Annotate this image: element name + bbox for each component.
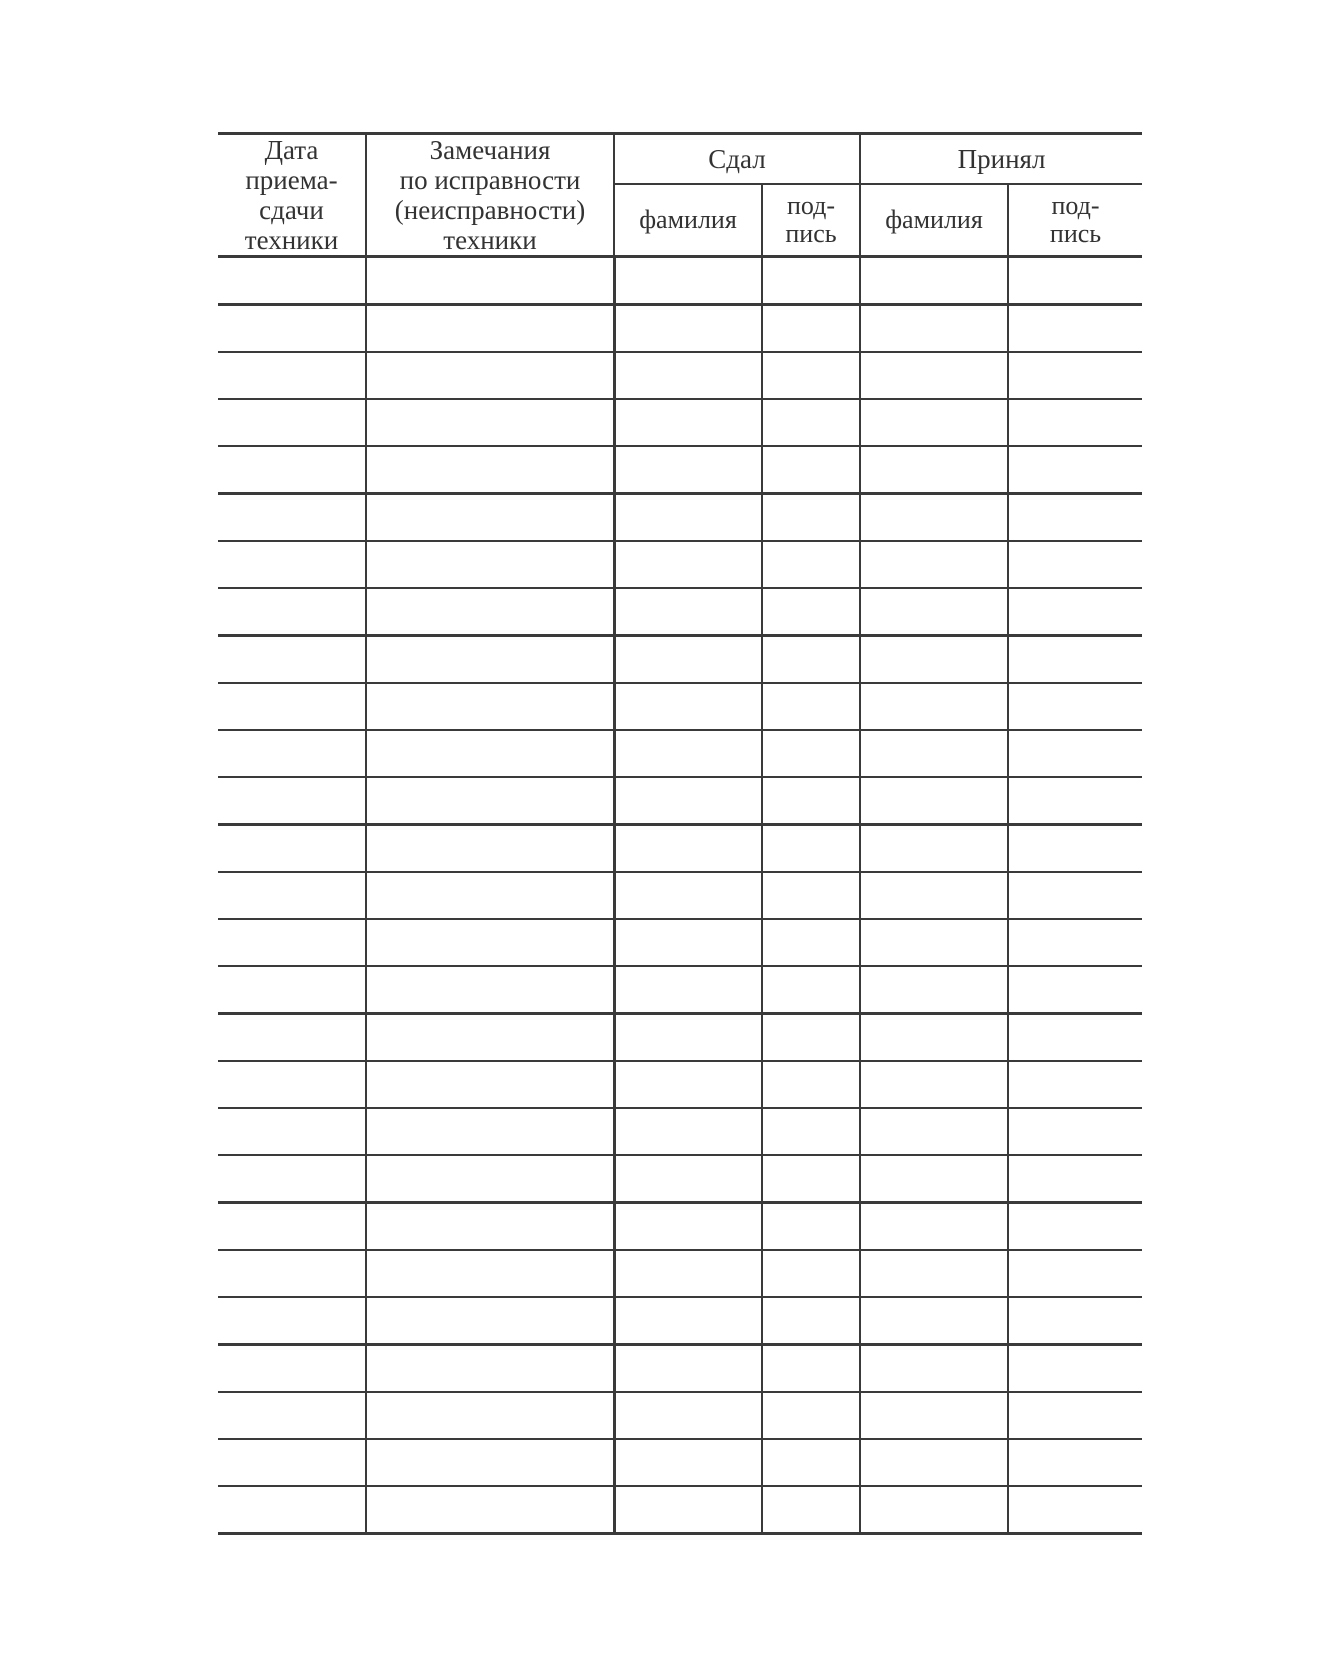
cell-handed-over-signature[interactable] (762, 966, 860, 1014)
cell-handed-over-signature[interactable] (762, 1486, 860, 1534)
cell-accepted-signature[interactable] (1008, 777, 1142, 825)
cell-accepted-signature[interactable] (1008, 446, 1142, 494)
cell-handed-over-signature[interactable] (762, 1108, 860, 1155)
cell-accepted-surname[interactable] (860, 541, 1008, 588)
cell-handed-over-surname[interactable] (614, 1345, 762, 1393)
cell-date[interactable] (218, 541, 366, 588)
table-row (218, 1155, 1142, 1203)
table-row (218, 494, 1142, 542)
cell-handed-over-signature[interactable] (762, 1014, 860, 1062)
cell-remarks[interactable] (366, 1392, 614, 1439)
cell-accepted-signature[interactable] (1008, 1439, 1142, 1486)
cell-accepted-signature[interactable] (1008, 872, 1142, 919)
cell-handed-over-surname[interactable] (614, 1155, 762, 1203)
cell-date[interactable] (218, 1392, 366, 1439)
cell-remarks[interactable] (366, 446, 614, 494)
cell-handed-over-signature[interactable] (762, 1439, 860, 1486)
cell-date[interactable] (218, 919, 366, 966)
table-row (218, 777, 1142, 825)
cell-date[interactable] (218, 1061, 366, 1108)
table-row (218, 1439, 1142, 1486)
cell-handed-over-surname[interactable] (614, 352, 762, 399)
cell-remarks[interactable] (366, 683, 614, 730)
table-row (218, 1014, 1142, 1062)
cell-date[interactable] (218, 1155, 366, 1203)
cell-accepted-signature[interactable] (1008, 730, 1142, 777)
cell-handed-over-signature[interactable] (762, 1345, 860, 1393)
cell-accepted-signature[interactable] (1008, 1392, 1142, 1439)
cell-accepted-surname[interactable] (860, 1345, 1008, 1393)
cell-date[interactable] (218, 494, 366, 542)
table-row (218, 588, 1142, 636)
cell-handed-over-surname[interactable] (614, 588, 762, 636)
cell-accepted-signature[interactable] (1008, 636, 1142, 684)
cell-remarks[interactable] (366, 399, 614, 446)
cell-remarks[interactable] (366, 1155, 614, 1203)
cell-accepted-signature[interactable] (1008, 683, 1142, 730)
cell-accepted-surname[interactable] (860, 1392, 1008, 1439)
cell-handed-over-surname[interactable] (614, 1108, 762, 1155)
cell-date[interactable] (218, 399, 366, 446)
table-row (218, 1486, 1142, 1534)
cell-accepted-signature[interactable] (1008, 919, 1142, 966)
cell-remarks[interactable] (366, 257, 614, 305)
cell-accepted-surname[interactable] (860, 352, 1008, 399)
header-remarks-line: (неисправности) (394, 195, 586, 225)
table-row (218, 1345, 1142, 1393)
cell-remarks[interactable] (366, 1345, 614, 1393)
header-accepted-surname: фамилия (860, 184, 1008, 257)
header-date-line: приема-сдачи (245, 165, 338, 225)
table-row (218, 257, 1142, 305)
cell-date[interactable] (218, 446, 366, 494)
cell-accepted-surname[interactable] (860, 1297, 1008, 1345)
cell-handed-over-signature[interactable] (762, 636, 860, 684)
cell-accepted-signature[interactable] (1008, 1203, 1142, 1251)
header-handed-over-surname: фамилия (614, 184, 762, 257)
cell-handed-over-signature[interactable] (762, 872, 860, 919)
cell-handed-over-surname[interactable] (614, 872, 762, 919)
cell-remarks[interactable] (366, 1203, 614, 1251)
cell-accepted-signature[interactable] (1008, 399, 1142, 446)
cell-date[interactable] (218, 730, 366, 777)
cell-accepted-surname[interactable] (860, 1108, 1008, 1155)
cell-handed-over-surname[interactable] (614, 683, 762, 730)
cell-handed-over-signature[interactable] (762, 352, 860, 399)
cell-accepted-signature[interactable] (1008, 1014, 1142, 1062)
header-accepted: Принял (860, 134, 1142, 184)
cell-accepted-surname[interactable] (860, 1203, 1008, 1251)
header-accepted-signature (1008, 184, 1142, 257)
cell-remarks[interactable] (366, 872, 614, 919)
cell-remarks[interactable] (366, 1486, 614, 1534)
cell-remarks[interactable] (366, 825, 614, 873)
cell-handed-over-signature[interactable] (762, 777, 860, 825)
cell-handed-over-signature[interactable] (762, 446, 860, 494)
table-row (218, 1203, 1142, 1251)
cell-date[interactable] (218, 1439, 366, 1486)
cell-date[interactable] (218, 1250, 366, 1297)
table-row (218, 1061, 1142, 1108)
cell-remarks[interactable] (366, 636, 614, 684)
cell-accepted-signature[interactable] (1008, 1250, 1142, 1297)
cell-handed-over-surname[interactable] (614, 494, 762, 542)
cell-accepted-surname[interactable] (860, 966, 1008, 1014)
table-row (218, 305, 1142, 353)
table-row (218, 730, 1142, 777)
header-handed-over: Сдал (614, 134, 860, 184)
table-header (218, 134, 1142, 257)
header-remarks-line: по исправности (399, 165, 581, 195)
cell-accepted-signature[interactable] (1008, 825, 1142, 873)
cell-handed-over-surname[interactable] (614, 541, 762, 588)
cell-handed-over-surname[interactable] (614, 1250, 762, 1297)
cell-date[interactable] (218, 1108, 366, 1155)
cell-date[interactable] (218, 777, 366, 825)
cell-accepted-surname[interactable] (860, 872, 1008, 919)
cell-accepted-surname[interactable] (860, 1250, 1008, 1297)
cell-remarks[interactable] (366, 352, 614, 399)
cell-remarks[interactable] (366, 1439, 614, 1486)
table-row (218, 966, 1142, 1014)
cell-handed-over-surname[interactable] (614, 1203, 762, 1251)
cell-date[interactable] (218, 305, 366, 353)
cell-handed-over-surname[interactable] (614, 1486, 762, 1534)
cell-accepted-surname[interactable] (860, 588, 1008, 636)
cell-date[interactable] (218, 966, 366, 1014)
cell-accepted-surname[interactable] (860, 683, 1008, 730)
cell-accepted-signature[interactable] (1008, 494, 1142, 542)
cell-remarks[interactable] (366, 966, 614, 1014)
cell-remarks[interactable] (366, 588, 614, 636)
cell-remarks[interactable] (366, 1297, 614, 1345)
table-row (218, 825, 1142, 873)
cell-handed-over-signature[interactable] (762, 1392, 860, 1439)
cell-date[interactable] (218, 1486, 366, 1534)
handover-log-table (218, 132, 1142, 1535)
cell-date[interactable] (218, 1014, 366, 1062)
cell-handed-over-surname[interactable] (614, 777, 762, 825)
cell-handed-over-surname[interactable] (614, 730, 762, 777)
table-row (218, 541, 1142, 588)
cell-handed-over-surname[interactable] (614, 1014, 762, 1062)
cell-handed-over-surname[interactable] (614, 1439, 762, 1486)
header-remarks (366, 134, 614, 257)
cell-handed-over-surname[interactable] (614, 825, 762, 873)
cell-accepted-surname[interactable] (860, 446, 1008, 494)
cell-date[interactable] (218, 1203, 366, 1251)
cell-handed-over-signature[interactable] (762, 541, 860, 588)
cell-accepted-signature[interactable] (1008, 352, 1142, 399)
cell-accepted-signature[interactable] (1008, 1155, 1142, 1203)
cell-date[interactable] (218, 872, 366, 919)
cell-accepted-surname[interactable] (860, 919, 1008, 966)
cell-handed-over-signature[interactable] (762, 730, 860, 777)
cell-date[interactable] (218, 257, 366, 305)
cell-accepted-surname[interactable] (860, 399, 1008, 446)
cell-accepted-signature[interactable] (1008, 588, 1142, 636)
table-body (218, 257, 1142, 1534)
table-row (218, 1108, 1142, 1155)
cell-handed-over-signature[interactable] (762, 1297, 860, 1345)
cell-handed-over-surname[interactable] (614, 919, 762, 966)
cell-handed-over-surname[interactable] (614, 966, 762, 1014)
cell-accepted-surname[interactable] (860, 1155, 1008, 1203)
cell-accepted-signature[interactable] (1008, 966, 1142, 1014)
cell-handed-over-signature[interactable] (762, 1061, 860, 1108)
table-row (218, 399, 1142, 446)
cell-remarks[interactable] (366, 1250, 614, 1297)
cell-handed-over-surname[interactable] (614, 257, 762, 305)
cell-handed-over-signature[interactable] (762, 257, 860, 305)
header-row-top (218, 134, 1142, 184)
cell-remarks[interactable] (366, 305, 614, 353)
cell-date[interactable] (218, 683, 366, 730)
header-date (218, 134, 366, 257)
cell-accepted-surname[interactable] (860, 730, 1008, 777)
cell-handed-over-surname[interactable] (614, 399, 762, 446)
cell-date[interactable] (218, 352, 366, 399)
cell-handed-over-signature[interactable] (762, 305, 860, 353)
cell-handed-over-signature[interactable] (762, 494, 860, 542)
table-row (218, 352, 1142, 399)
cell-accepted-signature[interactable] (1008, 305, 1142, 353)
cell-date[interactable] (218, 636, 366, 684)
header-date-line: техники (244, 225, 339, 255)
cell-remarks[interactable] (366, 730, 614, 777)
cell-accepted-signature[interactable] (1008, 1345, 1142, 1393)
table-row (218, 636, 1142, 684)
cell-accepted-surname[interactable] (860, 1439, 1008, 1486)
cell-handed-over-surname[interactable] (614, 1392, 762, 1439)
cell-date[interactable] (218, 1345, 366, 1393)
header-handed-over-signature (762, 184, 860, 257)
cell-remarks[interactable] (366, 494, 614, 542)
cell-date[interactable] (218, 1297, 366, 1345)
cell-date[interactable] (218, 588, 366, 636)
cell-accepted-surname[interactable] (860, 1486, 1008, 1534)
cell-accepted-surname[interactable] (860, 1014, 1008, 1062)
header-remarks-line: техники (443, 225, 537, 255)
cell-remarks[interactable] (366, 541, 614, 588)
cell-accepted-surname[interactable] (860, 777, 1008, 825)
cell-accepted-surname[interactable] (860, 494, 1008, 542)
cell-handed-over-surname[interactable] (614, 305, 762, 353)
cell-remarks[interactable] (366, 919, 614, 966)
cell-handed-over-signature[interactable] (762, 399, 860, 446)
cell-accepted-signature[interactable] (1008, 1486, 1142, 1534)
cell-accepted-surname[interactable] (860, 305, 1008, 353)
cell-handed-over-surname[interactable] (614, 1061, 762, 1108)
cell-accepted-signature[interactable] (1008, 541, 1142, 588)
cell-handed-over-signature[interactable] (762, 825, 860, 873)
cell-handed-over-signature[interactable] (762, 1250, 860, 1297)
cell-handed-over-signature[interactable] (762, 919, 860, 966)
header-signature-line: пись (785, 218, 837, 248)
cell-accepted-signature[interactable] (1008, 1108, 1142, 1155)
cell-handed-over-surname[interactable] (614, 636, 762, 684)
table-row (218, 919, 1142, 966)
cell-handed-over-signature[interactable] (762, 1155, 860, 1203)
cell-handed-over-surname[interactable] (614, 1297, 762, 1345)
table-row (218, 683, 1142, 730)
cell-accepted-signature[interactable] (1008, 257, 1142, 305)
cell-remarks[interactable] (366, 1108, 614, 1155)
table-row (218, 1250, 1142, 1297)
table-row (218, 446, 1142, 494)
table-row (218, 1392, 1142, 1439)
cell-accepted-surname[interactable] (860, 825, 1008, 873)
cell-accepted-surname[interactable] (860, 1061, 1008, 1108)
header-signature-line: пись (1049, 218, 1102, 248)
header-date-line: Дата (264, 135, 319, 165)
cell-handed-over-signature[interactable] (762, 683, 860, 730)
cell-accepted-surname[interactable] (860, 636, 1008, 684)
cell-accepted-surname[interactable] (860, 257, 1008, 305)
cell-handed-over-surname[interactable] (614, 446, 762, 494)
header-remarks-line: Замечания (429, 135, 551, 165)
header-signature-line: под- (786, 190, 836, 220)
table-row (218, 872, 1142, 919)
cell-remarks[interactable] (366, 777, 614, 825)
cell-accepted-signature[interactable] (1008, 1297, 1142, 1345)
cell-remarks[interactable] (366, 1014, 614, 1062)
cell-date[interactable] (218, 825, 366, 873)
cell-handed-over-signature[interactable] (762, 1203, 860, 1251)
cell-accepted-signature[interactable] (1008, 1061, 1142, 1108)
table-row (218, 1297, 1142, 1345)
header-signature-line: под- (1051, 190, 1100, 220)
cell-remarks[interactable] (366, 1061, 614, 1108)
cell-handed-over-signature[interactable] (762, 588, 860, 636)
